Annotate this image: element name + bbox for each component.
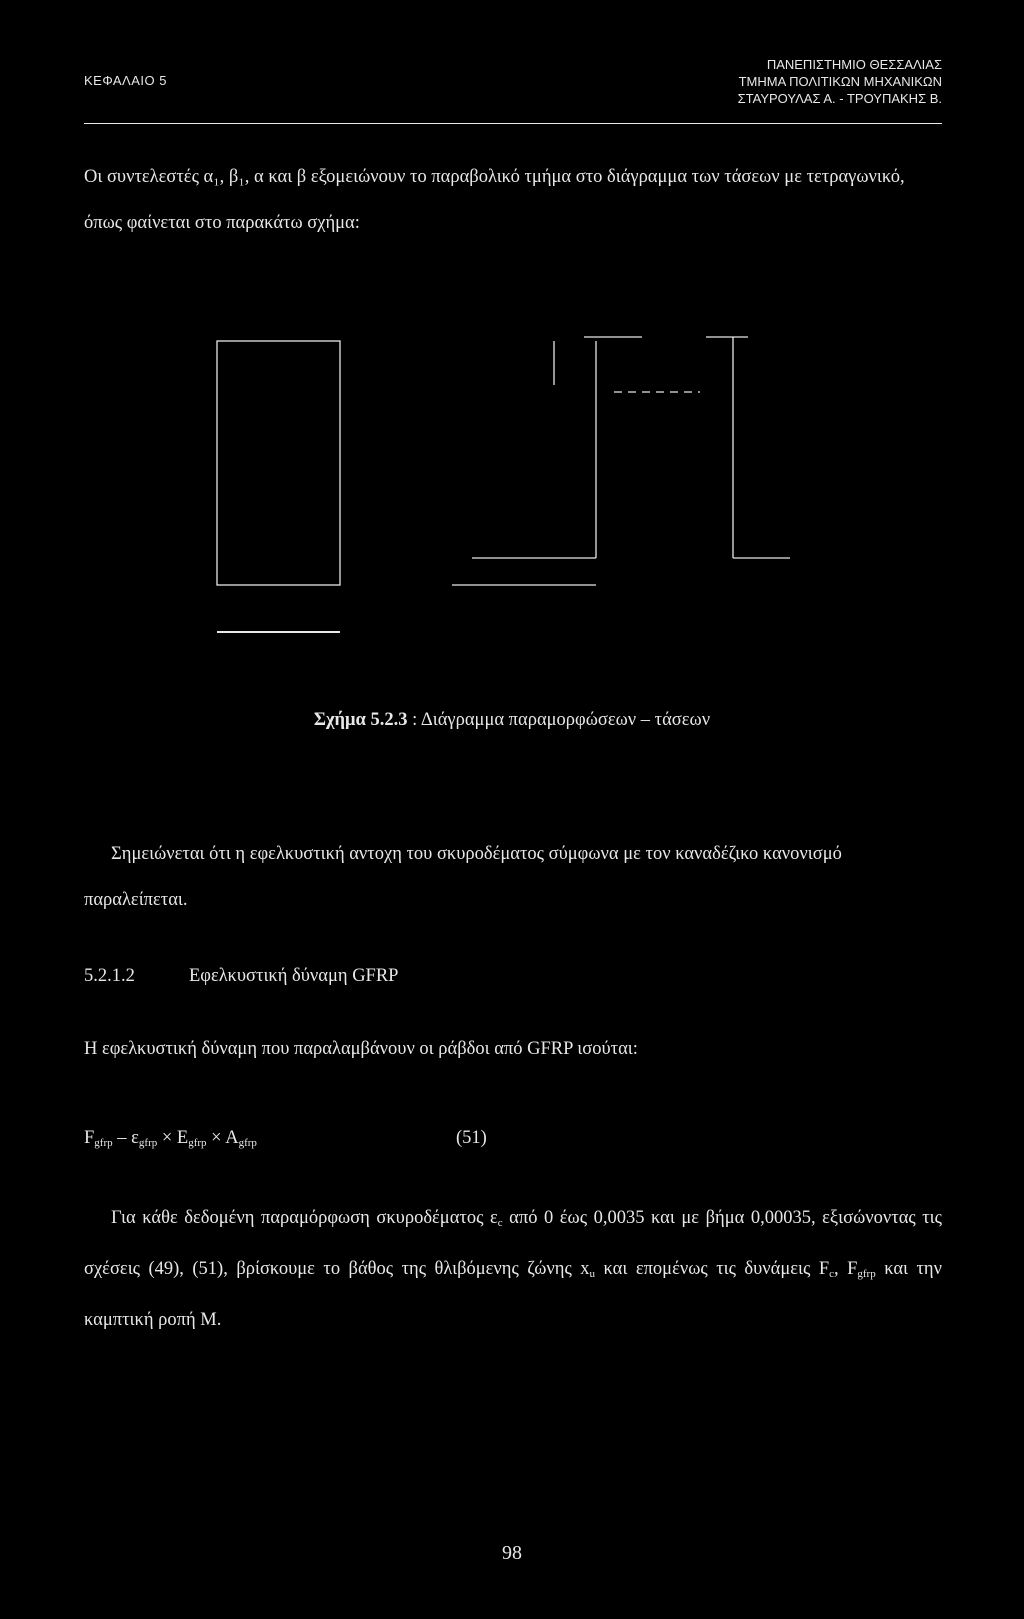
paragraph-definition: Η εφελκυστική δύναμη που παραλαμβάνουν οι ράβδοι από GFRP ισούται: [84,1039,638,1059]
equation-number: (51) [456,1128,487,1148]
p4-part4: , F [834,1259,858,1279]
university-name: ΠΑΝΕΠΙΣΤΗΜΙΟ ΘΕΣΣΑΛΙΑΣ [766,57,942,72]
p4-sub-c2: c [829,1268,834,1280]
formula-A-sub: gfrp [238,1137,257,1149]
formula-e-sub: gfrp [138,1137,158,1149]
paragraph-procedure [84,1195,942,1343]
p4-part3: και επομένως τις δυνάμεις F [595,1259,830,1279]
figure-caption-text: : Διάγραμμα παραμορφώσεων – τάσεων [407,710,711,730]
p4-part5: και την καμπτική ροπή M. [84,1259,942,1330]
section-number: 5.2.1.2 [84,966,135,986]
equation-51 [84,1128,487,1149]
section-title: Εφελκυστική δύναμη GFRP [189,966,399,986]
p4-sub-c: c [497,1217,503,1229]
page-number: 98 [502,1542,522,1564]
chapter-label: ΚΕΦΑΛΑΙΟ 5 [84,73,167,88]
formula-times-a: × A [206,1128,239,1148]
section-rectangle [217,341,340,585]
p4-part2: από 0 έως 0,0035 και με βήμα 0,00035, εξισώνοντας τις σχέσεις (49), (51), βρίσκουμε το βάθος της θλιβόμενης ζώνης x [84,1208,942,1279]
formula-E-sub: gfrp [188,1137,207,1149]
department-name: ΤΜΗΜΑ ΠΟΛΙΤΙΚΩΝ ΜΗΧΑΝΙΚΩΝ [738,74,942,89]
formula-f: F [84,1128,95,1148]
formula-f-sub: gfrp [94,1137,113,1149]
formula-times-e: × E [157,1128,189,1148]
figure-caption-label: Σχήμα 5.2.3 [313,710,408,730]
paragraph-note: Σημειώνεται ότι η εφελκυστική αντοχη του σκυροδέματος σύμφωνα με τον καναδέζικο κανονισμό παραλείπεται. [84,844,842,910]
paragraph-intro: Οι συντελεστές α₁, β₁, α και β εξομειώνουν το παραβολικό τμήμα στο διάγραμμα των τάσεων με τετραγωνικό, όπως φαίνεται στο παρακάτω σχήμα: [84,167,905,233]
p4-part1: Για κάθε δεδομένη παραμόρφωση σκυροδέματος ε [111,1208,498,1228]
authors-names: ΣΤΑΥΡΟΥΛΑΣ Α. - ΤΡΟΥΠΑΚΗΣ Β. [737,91,942,106]
formula-eq: – ε [112,1128,139,1148]
section-heading [84,966,398,987]
p4-sub-u: u [589,1268,596,1280]
p4-sub-gfrp: gfrp [857,1268,876,1280]
figure-caption [0,710,1024,731]
